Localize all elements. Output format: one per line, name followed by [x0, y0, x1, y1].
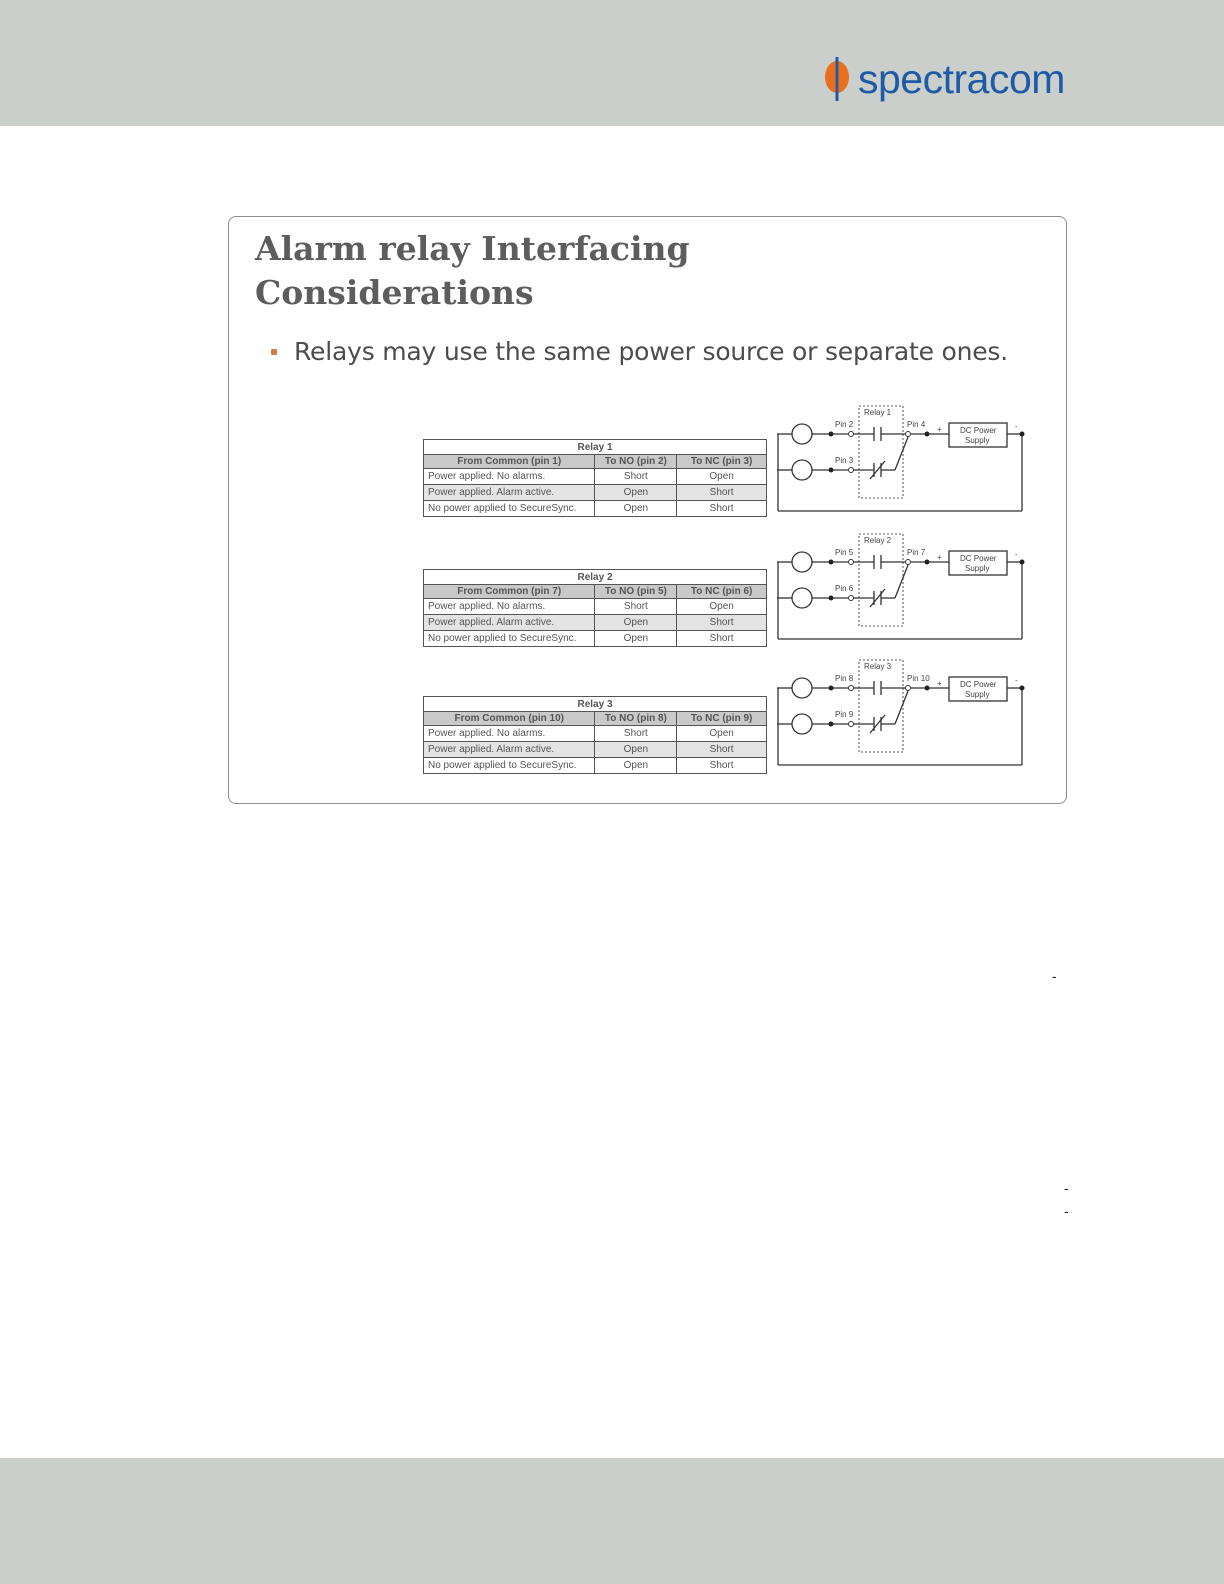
- slide-bullet: [271, 337, 1008, 366]
- slide-figure: [228, 216, 1067, 804]
- table-header-cell: From Common (pin 10): [424, 712, 595, 726]
- pin-label-nc: Pin 6: [835, 584, 854, 593]
- table-cell: Short: [677, 615, 767, 631]
- table-row: [424, 615, 767, 631]
- table-cell: Open: [595, 758, 677, 774]
- stray-dash-mark: -: [1064, 1203, 1069, 1219]
- table-row: [424, 485, 767, 501]
- relay-1-table: [423, 439, 767, 517]
- table-cell: Power applied. Alarm active.: [424, 742, 595, 758]
- relay-caption: Relay 2: [424, 570, 767, 585]
- spectracom-logo: [822, 54, 1065, 104]
- table-row: [424, 469, 767, 485]
- supply-label-line1: DC Power: [960, 680, 997, 689]
- table-row: [424, 631, 767, 647]
- supply-label-line2: Supply: [965, 564, 990, 573]
- table-cell: Open: [595, 631, 677, 647]
- relay-caption: Relay 1: [424, 440, 767, 455]
- relay-2-table: [423, 569, 767, 647]
- supply-label-line1: DC Power: [960, 554, 997, 563]
- relay-label: Relay 1: [864, 408, 892, 417]
- relay-label: Relay 3: [864, 662, 892, 671]
- table-cell: Open: [595, 742, 677, 758]
- table-cell: Open: [677, 469, 767, 485]
- table-cell: Power applied. No alarms.: [424, 726, 595, 742]
- pin-label-no: Pin 8: [835, 674, 854, 683]
- supply-label-line1: DC Power: [960, 426, 997, 435]
- table-cell: Short: [677, 485, 767, 501]
- table-cell: Open: [595, 485, 677, 501]
- table-cell: Open: [595, 501, 677, 517]
- supply-label-line2: Supply: [965, 690, 990, 699]
- table-cell: Short: [677, 758, 767, 774]
- table-row: [424, 501, 767, 517]
- plus-sign: +: [937, 553, 942, 562]
- pin-label-no: Pin 5: [835, 548, 854, 557]
- minus-sign: -: [1015, 550, 1018, 559]
- pin-label-no: Pin 2: [835, 420, 854, 429]
- table-row: [424, 599, 767, 615]
- slide-title-line1: Alarm relay Interfacing: [255, 229, 690, 268]
- table-cell: Short: [595, 599, 677, 615]
- table-cell: Power applied. No alarms.: [424, 469, 595, 485]
- logo-text: spectracom: [858, 55, 1065, 102]
- table-header-cell: From Common (pin 1): [424, 455, 595, 469]
- slide-title: [255, 227, 775, 315]
- minus-sign: -: [1015, 422, 1018, 431]
- page-header: [0, 0, 1224, 126]
- table-cell: Power applied. Alarm active.: [424, 485, 595, 501]
- bullet-icon: [271, 349, 277, 355]
- table-cell: Open: [677, 726, 767, 742]
- relay-2-wiring-diagram: [777, 531, 1027, 647]
- pin-label-common: Pin 10: [907, 674, 930, 683]
- table-row: [424, 742, 767, 758]
- slide-title-line2: Considerations: [255, 273, 534, 312]
- table-header-cell: To NO (pin 8): [595, 712, 677, 726]
- table-header-cell: From Common (pin 7): [424, 585, 595, 599]
- relay-caption: Relay 3: [424, 697, 767, 712]
- table-cell: No power applied to SecureSync.: [424, 631, 595, 647]
- table-header-cell: To NO (pin 5): [595, 585, 677, 599]
- page-footer: [0, 1458, 1224, 1584]
- relay-3-table: [423, 696, 767, 774]
- pin-label-nc: Pin 3: [835, 456, 854, 465]
- table-row: [424, 726, 767, 742]
- table-cell: Short: [677, 501, 767, 517]
- table-cell: Power applied. Alarm active.: [424, 615, 595, 631]
- table-header-cell: To NC (pin 9): [677, 712, 767, 726]
- table-cell: Short: [595, 469, 677, 485]
- pin-label-common: Pin 7: [907, 548, 926, 557]
- spectracom-logo-icon: [822, 56, 852, 102]
- relay-1-wiring-diagram: [777, 403, 1027, 519]
- pin-label-common: Pin 4: [907, 420, 926, 429]
- supply-label-line2: Supply: [965, 436, 990, 445]
- table-row: [424, 758, 767, 774]
- table-header-cell: To NO (pin 2): [595, 455, 677, 469]
- table-cell: Open: [677, 599, 767, 615]
- table-cell: Short: [595, 726, 677, 742]
- pin-label-nc: Pin 9: [835, 710, 854, 719]
- table-header-cell: To NC (pin 3): [677, 455, 767, 469]
- plus-sign: +: [937, 679, 942, 688]
- table-cell: No power applied to SecureSync.: [424, 501, 595, 517]
- stray-dash-mark: -: [1052, 968, 1057, 984]
- relay-label: Relay 2: [864, 536, 892, 545]
- stray-dash-mark: -: [1064, 1180, 1069, 1196]
- table-cell: Power applied. No alarms.: [424, 599, 595, 615]
- relay-3-wiring-diagram: [777, 657, 1027, 773]
- minus-sign: -: [1015, 676, 1018, 685]
- table-header-cell: To NC (pin 6): [677, 585, 767, 599]
- table-cell: Short: [677, 742, 767, 758]
- table-cell: No power applied to SecureSync.: [424, 758, 595, 774]
- bullet-text: Relays may use the same power source or separate ones.: [294, 337, 1008, 366]
- table-cell: Open: [595, 615, 677, 631]
- table-cell: Short: [677, 631, 767, 647]
- plus-sign: +: [937, 425, 942, 434]
